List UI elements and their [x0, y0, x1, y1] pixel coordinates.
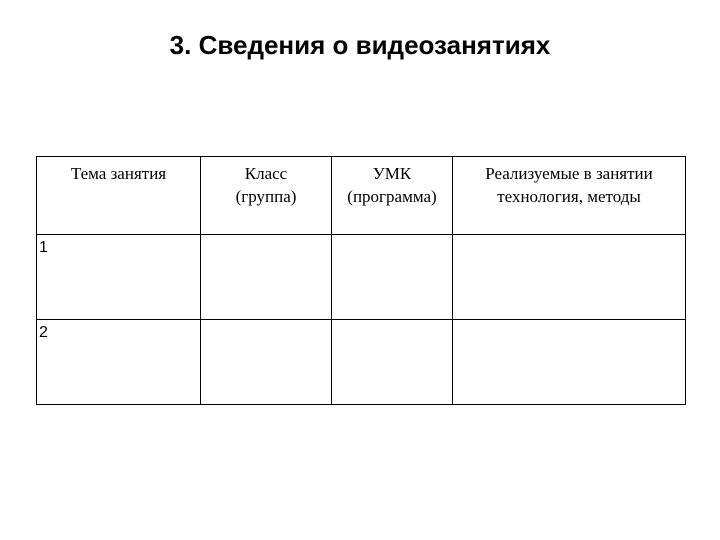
cell-umk-program	[332, 235, 453, 320]
header-lesson-topic-line-1: Тема занятия	[70, 164, 167, 183]
header-umk-program	[332, 157, 453, 235]
header-technologies-methods-line-1: Реализуемые в занятии	[485, 164, 653, 183]
cell-technologies-methods	[453, 235, 686, 320]
header-class-group-line-2: (группа)	[235, 187, 297, 206]
cell-class-group	[201, 235, 332, 320]
header-umk-program-line-1: УМК	[372, 164, 412, 183]
cell-class-group	[201, 320, 332, 405]
video-lessons-table	[36, 156, 686, 405]
row-number: 2	[39, 324, 48, 341]
cell-umk-program	[332, 320, 453, 405]
header-technologies-methods-line-2: технология, методы	[497, 187, 641, 206]
header-class-group-line-1: Класс	[244, 164, 288, 183]
table-header-row	[37, 157, 686, 235]
cell-technologies-methods	[453, 320, 686, 405]
table-row	[37, 235, 686, 320]
page-title: 3. Сведения о видеозанятиях	[169, 30, 551, 60]
cell-lesson-topic	[37, 320, 201, 405]
header-class-group	[201, 157, 332, 235]
row-number: 1	[39, 239, 48, 256]
cell-lesson-topic	[37, 235, 201, 320]
header-lesson-topic	[37, 157, 201, 235]
table-row	[37, 320, 686, 405]
header-technologies-methods	[453, 157, 686, 235]
header-umk-program-line-2: (программа)	[347, 187, 437, 206]
